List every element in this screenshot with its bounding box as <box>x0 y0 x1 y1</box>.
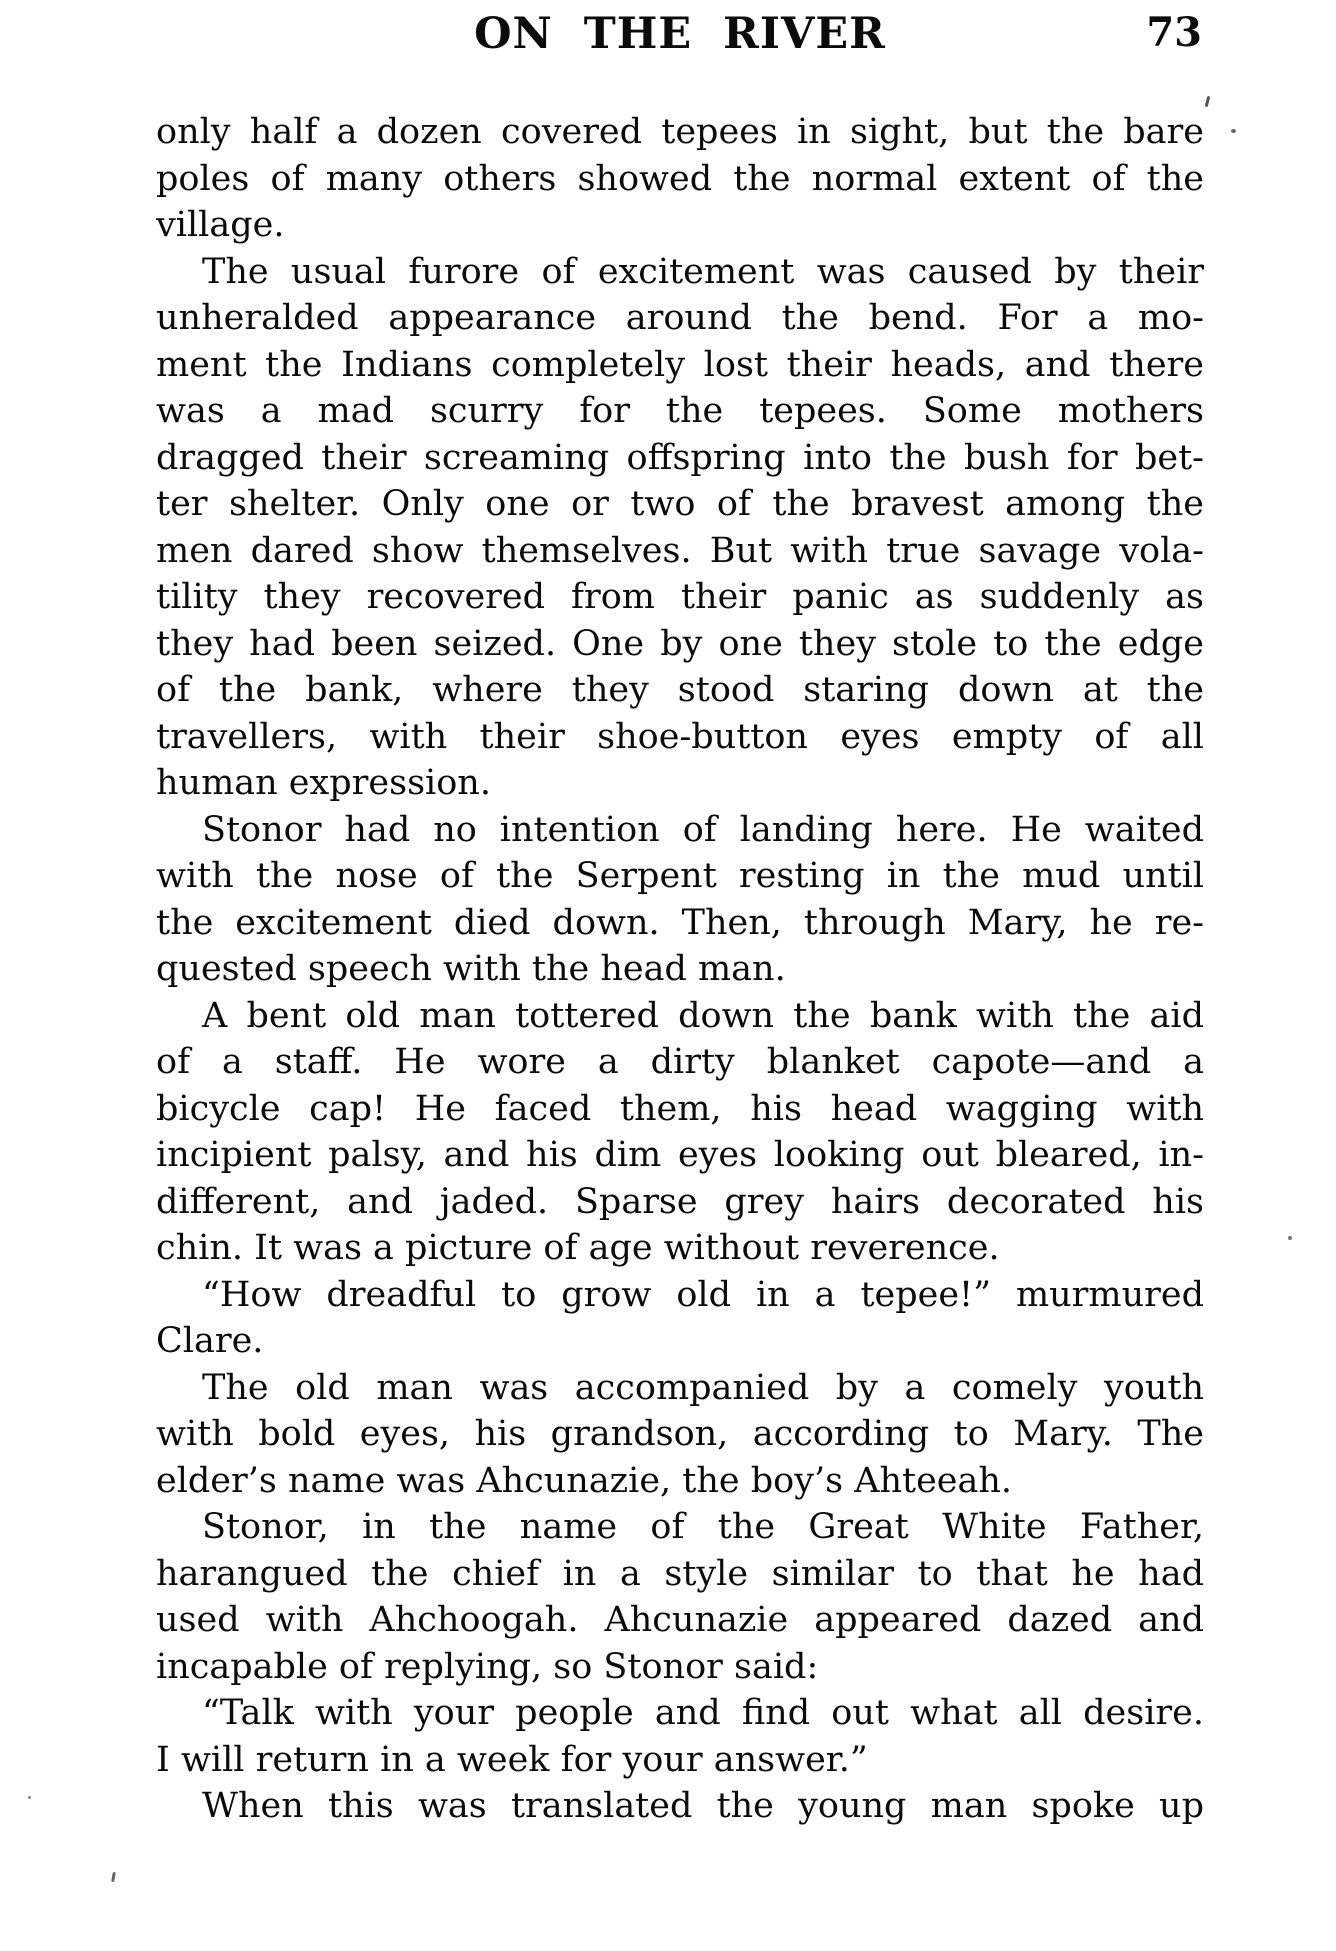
scan-speck <box>1231 129 1236 133</box>
text-line: with the nose of the Serpent resting in the mud until <box>156 856 1204 896</box>
text-line: chin. It was a picture of age without reverence. <box>156 1228 1000 1268</box>
text-line: quested speech with the head man. <box>156 949 786 989</box>
text-line: was a mad scurry for the tepees. Some mothers <box>156 391 1204 431</box>
text-line: of the bank, where they stood staring down at the <box>156 670 1204 710</box>
paragraph <box>156 1783 1204 1830</box>
paragraph <box>156 1365 1204 1505</box>
text-line: “Talk with your people and find out what all desire. <box>202 1693 1204 1733</box>
text-line: village. <box>156 205 285 245</box>
text-line: harangued the chief in a style similar to that he had <box>156 1553 1204 1594</box>
text-line: When this was translated the young man spoke up <box>202 1786 1204 1826</box>
text-line: unheralded appearance around the bend. For a mo- <box>156 298 1204 338</box>
text-line: elder’s name was Ahcunazie, the boy’s Ahteeah. <box>156 1460 1013 1501</box>
text-line: “How dreadful to grow old in a tepee!” murmured <box>202 1274 1204 1315</box>
scan-speck <box>1205 96 1211 107</box>
text-line: the excitement died down. Then, through Mary, he re- <box>156 902 1204 943</box>
paragraph <box>156 807 1204 993</box>
page-number: 73 <box>1146 9 1202 56</box>
text-line: of a staff. He wore a dirty blanket capote—and a <box>156 1042 1204 1082</box>
text-line: only half a dozen covered tepees in sight, but the bare <box>156 112 1204 152</box>
page-header <box>156 9 1204 65</box>
text-line: A bent old man tottered down the bank with the aid <box>202 995 1204 1036</box>
text-line: dragged their screaming offspring into the bush for bet- <box>156 437 1204 478</box>
text-line: The usual furore of excitement was caused by their <box>202 251 1204 292</box>
text-line: ter shelter. Only one or two of the bravest among the <box>156 484 1204 524</box>
paragraph <box>156 1272 1204 1365</box>
text-line: men dared show themselves. But with true savage vola- <box>156 530 1204 571</box>
scan-speck <box>28 1796 31 1799</box>
text-line: Stonor, in the name of the Great White Father, <box>202 1507 1204 1547</box>
text-line: used with Ahchoogah. Ahcunazie appeared dazed and <box>156 1600 1204 1640</box>
text-line: incipient palsy, and his dim eyes looking out bleared, in- <box>156 1135 1204 1175</box>
text-line: incapable of replying, so Stonor said: <box>156 1646 819 1687</box>
paragraph <box>156 1504 1204 1690</box>
text-line: different, and jaded. Sparse grey hairs decorated his <box>156 1181 1204 1222</box>
paragraph <box>156 109 1204 249</box>
text-line: Stonor had no intention of landing here. He waited <box>202 809 1204 850</box>
running-head-title: ON THE RIVER <box>474 9 886 59</box>
text-line: with bold eyes, his grandson, according to Mary. The <box>156 1414 1204 1454</box>
page-body <box>156 109 1204 1830</box>
paragraph <box>156 993 1204 1272</box>
text-line: they had been seized. One by one they stole to the edge <box>156 623 1204 664</box>
text-line: travellers, with their shoe-button eyes empty of all <box>156 716 1204 757</box>
text-line: bicycle cap! He faced them, his head wagging with <box>156 1088 1204 1129</box>
text-line: poles of many others showed the normal extent of the <box>156 158 1204 199</box>
text-line: human expression. <box>156 763 491 803</box>
text-line: tility they recovered from their panic as suddenly as <box>156 577 1204 617</box>
scan-speck <box>1288 1236 1292 1240</box>
text-line: Clare. <box>156 1321 264 1361</box>
paragraph <box>156 1690 1204 1783</box>
text-line: ment the Indians completely lost their heads, and there <box>156 344 1204 385</box>
paragraph <box>156 249 1204 807</box>
text-line: The old man was accompanied by a comely youth <box>202 1367 1204 1408</box>
scan-speck <box>111 1872 116 1882</box>
text-line: I will return in a week for your answer.” <box>156 1739 868 1780</box>
